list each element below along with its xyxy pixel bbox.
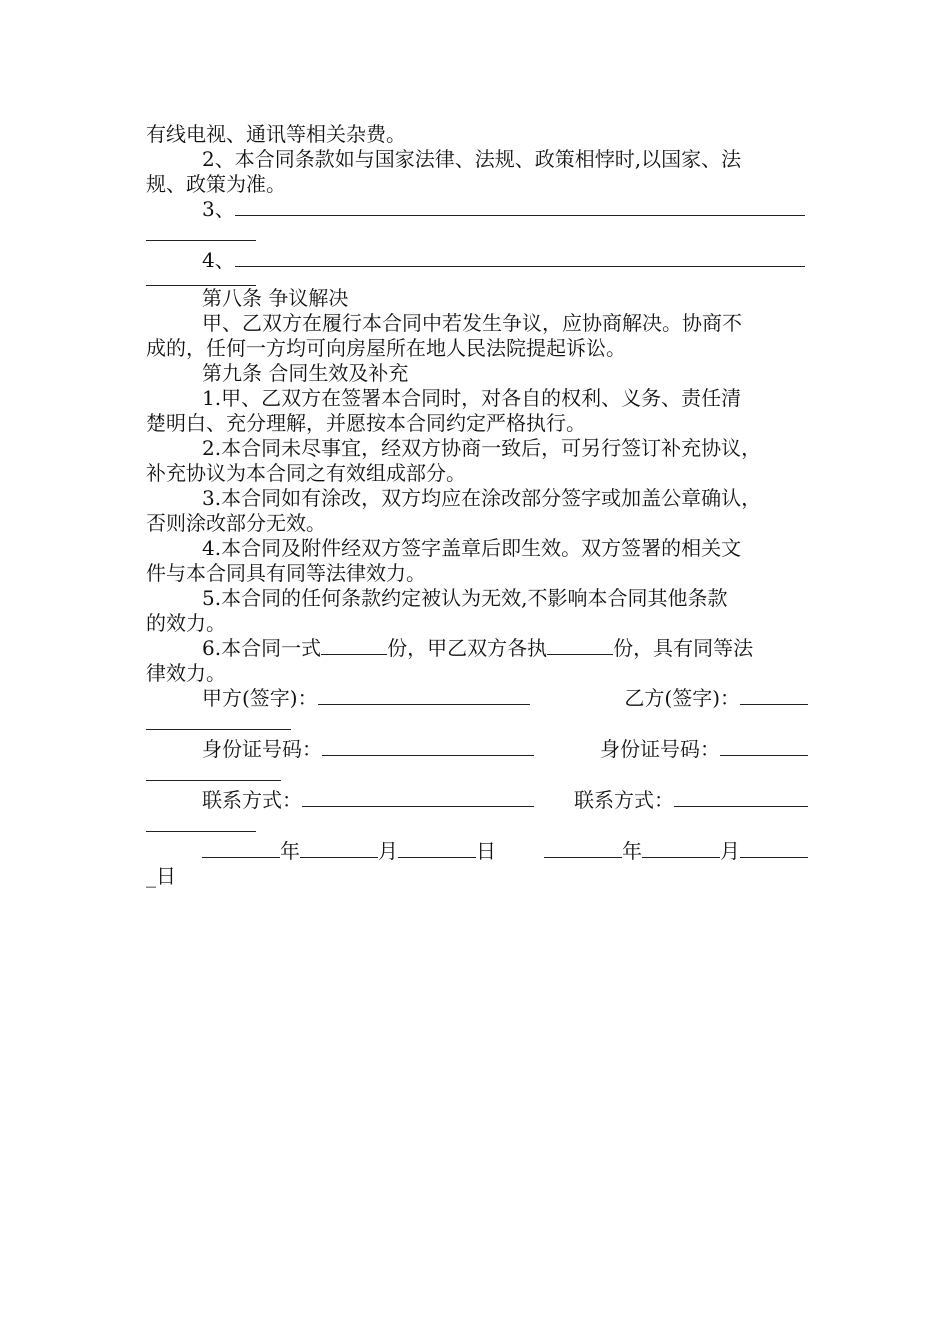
text-line: 4.本合同及附件经双方签字盖章后即生效。双方签署的相关文 <box>202 536 742 560</box>
contact-b-label: 联系方式： <box>574 788 674 812</box>
contact-a-blank <box>302 788 534 807</box>
text-line: 规、政策为准。 <box>146 172 286 196</box>
month-label: 月 <box>378 839 398 863</box>
text-fragment: 6.本合同一式 <box>202 636 322 660</box>
year-label: 年 <box>280 839 300 863</box>
day-blank <box>740 839 808 858</box>
party-b-date <box>544 839 808 864</box>
text-line: 楚明白、充分理解，并愿按本合同约定严格执行。 <box>146 411 586 435</box>
party-a-date <box>202 839 496 864</box>
year-blank <box>544 839 622 858</box>
year-blank <box>202 839 280 858</box>
party-b-signature <box>624 686 808 711</box>
text-line: 1.甲、乙双方在签署本合同时，对各自的权利、义务、责任清 <box>202 386 742 410</box>
text-fragment: 份，甲乙双方各执 <box>387 636 548 660</box>
text-line: 2、本合同条款如与国家法律、法规、政策相悖时,以国家、法 <box>202 147 742 171</box>
year-label: 年 <box>622 839 642 863</box>
text-line: 3.本合同如有涂改，双方均应在涂改部分签字或加盖公章确认， <box>202 486 762 510</box>
party-b-id <box>600 737 808 762</box>
text-line: 成的，任何一方均可向房屋所在地人民法院提起诉讼。 <box>146 336 626 360</box>
party-a-id <box>202 737 534 762</box>
article-9-title: 第九条 合同生效及补充 <box>202 361 409 385</box>
text-line: 否则涂改部分无效。 <box>146 511 326 535</box>
party-a-signature <box>202 686 530 711</box>
party-a-label: 甲方(签字)： <box>202 686 318 710</box>
blank-item-4 <box>146 248 808 273</box>
copies-each-blank <box>547 636 613 655</box>
id-b-label: 身份证号码： <box>600 737 720 761</box>
fill-blank <box>235 197 805 216</box>
text-line: 2.本合同未尽事宜，经双方协商一致后，可另行签订补充协议， <box>202 436 762 460</box>
day-label: 日 <box>476 839 496 863</box>
text-line: 件与本合同具有同等法律效力。 <box>146 561 426 585</box>
text-line: 5.本合同的任何条款约定被认为无效,不影响本合同其他条款 <box>202 586 728 610</box>
month-blank <box>300 839 378 858</box>
id-a-label: 身份证号码： <box>202 737 322 761</box>
article-8-title: 第八条 争议解决 <box>202 286 349 310</box>
fill-blank-continuation <box>146 711 291 730</box>
month-blank <box>642 839 720 858</box>
text-fragment: 份，具有同等法 <box>613 636 754 660</box>
fill-blank-continuation <box>146 222 256 241</box>
document-page <box>146 122 808 889</box>
contact-a-label: 联系方式： <box>202 788 302 812</box>
contact-b-blank <box>674 788 808 807</box>
text-line: 甲、乙双方在履行本合同中若发生争议，应协商解决。协商不 <box>202 311 742 335</box>
fill-blank-continuation <box>146 273 256 286</box>
date-wrap: _日 <box>146 864 176 888</box>
fill-blank-continuation <box>146 762 281 781</box>
copies-clause <box>146 636 808 661</box>
party-b-label: 乙方(签字)： <box>624 686 740 710</box>
contact-row <box>146 788 808 813</box>
party-b-blank <box>740 686 808 705</box>
party-a-blank <box>318 686 530 705</box>
blank-item-3 <box>146 197 808 222</box>
id-a-blank <box>322 737 534 756</box>
text-line: 律效力。 <box>146 661 226 685</box>
signature-row <box>146 686 808 711</box>
party-b-contact <box>574 788 808 813</box>
item-number: 4、 <box>202 248 235 272</box>
copies-blank <box>321 636 387 655</box>
fill-blank <box>235 248 805 267</box>
text-line: 有线电视、通讯等相关杂费。 <box>146 122 406 146</box>
party-a-contact <box>202 788 534 813</box>
month-label: 月 <box>720 839 740 863</box>
text-line: 的效力。 <box>146 611 226 635</box>
day-blank <box>398 839 476 858</box>
id-row <box>146 737 808 762</box>
id-b-blank <box>720 737 808 756</box>
text-line: 补充协议为本合同之有效组成部分。 <box>146 461 466 485</box>
date-row <box>146 839 808 864</box>
item-number: 3、 <box>202 197 235 221</box>
fill-blank-continuation <box>146 813 256 832</box>
